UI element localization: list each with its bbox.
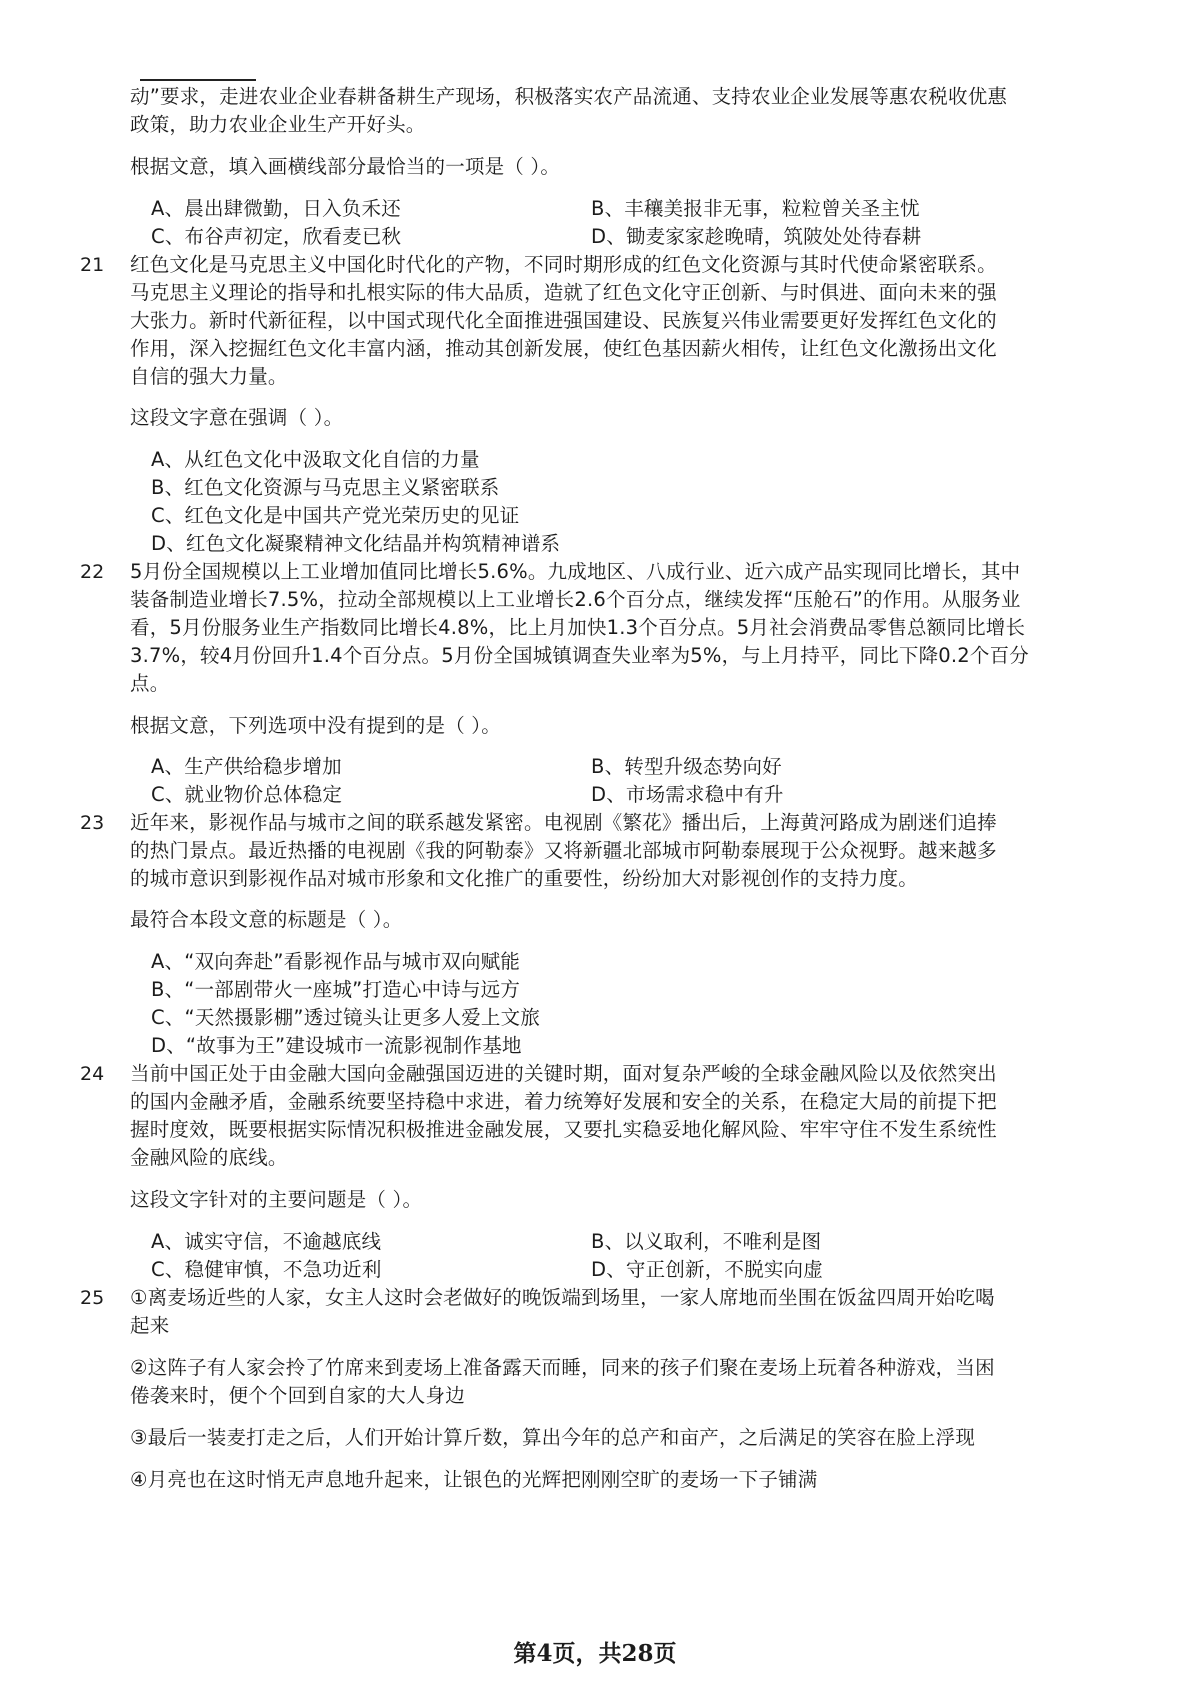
paragraph-line: 的国内金融矛盾，金融系统要坚持稳中求进，着力统筹好发展和安全的关系，在稳定大局的前提下把 [130,1090,997,1113]
paragraph-line: 当前中国正处于由金融大国向金融强国迈进的关键时期，面对复杂严峻的全球金融风险以及依然突出 [130,1062,997,1085]
paragraph-line: 装备制造业增长7.5%，拉动全部规模以上工业增长2.6个百分点，继续发挥“压舱石”的作用。从服务业 [130,588,1021,611]
option-a[interactable]: A、从红色文化中汲取文化自信的力量 [151,448,480,471]
question-stem: 根据文意，填入画横线部分最恰当的一项是（ ）。 [130,155,561,178]
option-a[interactable]: A、诚实守信，不逾越底线 [151,1230,382,1253]
sentence-4: ④月亮也在这时悄无声息地升起来，让银色的光辉把刚刚空旷的麦场一下子铺满 [130,1468,818,1491]
sentence-2-line: ②这阵子有人家会拎了竹席来到麦场上准备露天而睡，同来的孩子们聚在麦场上玩着各种游戏，当困 [130,1356,995,1379]
sentence-3: ③最后一装麦打走之后，人们开始计算斤数，算出今年的总产和亩产，之后满足的笑容在脸上浮现 [130,1426,976,1449]
option-b[interactable]: B、丰穰美报非无事，粒粒曾关圣主忧 [591,197,920,220]
page-footer: 第4页，共28页 [513,1640,677,1667]
question-number: 21 [80,254,105,276]
option-d[interactable]: D、锄麦家家趁晚晴，筑陂处处待春耕 [591,225,922,248]
question-stem: 这段文字针对的主要问题是（ ）。 [130,1188,423,1211]
paragraph-line: 点。 [130,672,170,695]
option-b[interactable]: B、红色文化资源与马克思主义紧密联系 [151,476,500,499]
option-a[interactable]: A、生产供给稳步增加 [151,755,342,778]
option-a[interactable]: A、“双向奔赴”看影视作品与城市双向赋能 [151,950,521,973]
option-a[interactable]: A、晨出肆微勤，日入负禾还 [151,197,401,220]
question-number: 25 [80,1287,105,1309]
question-number: 23 [80,812,105,834]
paragraph-line: 作用，深入挖掘红色文化丰富内涵，推动其创新发展，使红色基因薪火相传，让红色文化激扬出文化 [130,337,997,360]
paragraph-line: 5月份全国规模以上工业增加值同比增长5.6%。九成地区、八成行业、近六成产品实现同比增长，其中 [130,560,1021,583]
paragraph-line: 动”要求，走进农业企业春耕备耕生产现场，积极落实农产品流通、支持农业企业发展等惠农税收优惠 [130,85,1008,108]
question-stem: 最符合本段文意的标题是（ ）。 [130,908,403,931]
option-d[interactable]: D、市场需求稳中有升 [591,783,784,806]
paragraph-line: 大张力。新时代新征程，以中国式现代化全面推进强国建设、民族复兴伟业需要更好发挥红色文化的 [130,309,997,332]
question-number: 24 [80,1063,105,1085]
paragraph-line: 马克思主义理论的指导和扎根实际的伟大品质，造就了红色文化守正创新、与时俱进、面向未来的强 [130,281,997,304]
option-b[interactable]: B、“一部剧带火一座城”打造心中诗与远方 [151,978,521,1001]
option-c[interactable]: C、“天然摄影棚”透过镜头让更多人爱上文旅 [151,1006,541,1029]
option-c[interactable]: C、稳健审慎，不急功近利 [151,1258,382,1281]
paragraph-line: 握时度效，既要根据实际情况积极推进金融发展，又要扎实稳妥地化解风险、牢牢守住不发生系统性 [130,1118,997,1141]
fill-in-blank-underline [140,79,256,81]
sentence-1-line: ①离麦场近些的人家，女主人这时会老做好的晚饭端到场里，一家人席地而坐围在饭盆四周开始吃喝 [130,1286,995,1309]
question-stem: 这段文字意在强调（ ）。 [130,406,344,429]
paragraph-line: 3.7%，较4月份回升1.4个百分点。5月份全国城镇调查失业率为5%，与上月持平，同比下降0.2个百分 [130,644,1030,667]
paragraph-line: 金融风险的底线。 [130,1146,288,1169]
option-d[interactable]: D、红色文化凝聚精神文化结晶并构筑精神谱系 [151,532,561,555]
sentence-2-line: 倦袭来时，便个个回到自家的大人身边 [130,1384,465,1407]
option-b[interactable]: B、转型升级态势向好 [591,755,782,778]
question-stem: 根据文意，下列选项中没有提到的是（ ）。 [130,714,501,737]
option-c[interactable]: C、红色文化是中国共产党光荣历史的见证 [151,504,520,527]
paragraph-line: 政策，助力农业企业生产开好头。 [130,113,426,136]
paragraph-line: 的热门景点。最近热播的电视剧《我的阿勒泰》又将新疆北部城市阿勒泰展现于公众视野。越来越多 [130,839,997,862]
paragraph-line: 的城市意识到影视作品对城市形象和文化推广的重要性，纷纷加大对影视创作的支持力度。 [130,867,919,890]
paragraph-line: 近年来，影视作品与城市之间的联系越发紧密。电视剧《繁花》播出后，上海黄河路成为剧迷们追捧 [130,811,997,834]
option-d[interactable]: D、守正创新，不脱实向虚 [591,1258,823,1281]
option-d[interactable]: D、“故事为王”建设城市一流影视制作基地 [151,1034,522,1057]
paragraph-line: 红色文化是马克思主义中国化时代化的产物，不同时期形成的红色文化资源与其时代使命紧密联系。 [130,253,997,276]
question-number: 22 [80,561,105,583]
option-c[interactable]: C、布谷声初定，欣看麦已秋 [151,225,402,248]
sentence-1-line: 起来 [130,1314,170,1337]
paragraph-line: 看，5月份服务业生产指数同比增长4.8%，比上月加快1.3个百分点。5月社会消费品零售总额同比增长 [130,616,1026,639]
option-c[interactable]: C、就业物价总体稳定 [151,783,343,806]
option-b[interactable]: B、以义取利，不唯利是图 [591,1230,822,1253]
paragraph-line: 自信的强大力量。 [130,365,288,388]
